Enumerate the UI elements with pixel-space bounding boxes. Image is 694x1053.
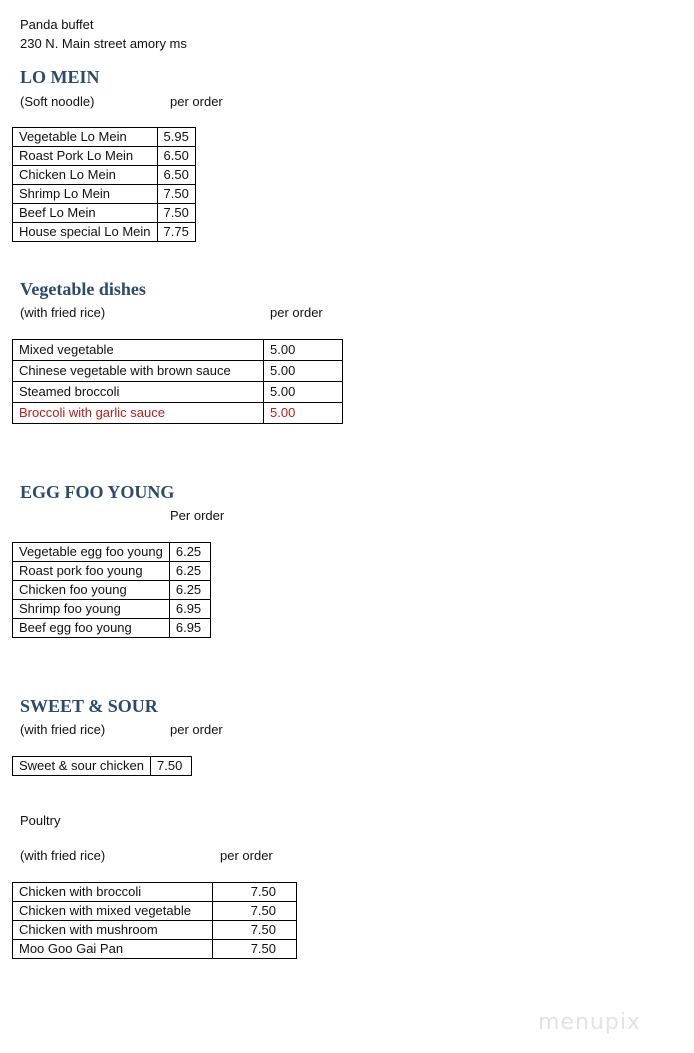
item-price: 5.00: [264, 382, 343, 403]
item-name: Roast pork foo young: [13, 562, 170, 581]
table-row: [13, 403, 343, 424]
item-price: 6.25: [169, 543, 210, 562]
item-name: Chicken with mixed vegetable: [13, 902, 213, 921]
item-name: Roast Pork Lo Mein: [13, 147, 158, 166]
table-row: [13, 940, 297, 959]
poultry-per-order: per order: [220, 848, 273, 863]
item-price: 5.00: [264, 340, 343, 361]
item-name: Vegetable Lo Mein: [13, 128, 158, 147]
item-price: 5.00: [264, 403, 343, 424]
lo-mein-per-order: per order: [170, 94, 223, 109]
poultry-subtitle: (with fried rice): [20, 848, 106, 863]
item-name: Shrimp Lo Mein: [13, 185, 158, 204]
item-price: 7.50: [213, 921, 297, 940]
table-row: [13, 562, 211, 581]
item-name: Steamed broccoli: [13, 382, 264, 403]
lo-mein-heading: LO MEIN: [20, 67, 100, 87]
sweet-sour-table: [12, 756, 192, 776]
poultry-heading: Poultry: [20, 813, 61, 828]
item-price: 5.95: [157, 128, 195, 147]
table-row: [13, 223, 196, 242]
item-name: Chicken with broccoli: [13, 883, 213, 902]
egg-foo-young-per-order: Per order: [170, 508, 225, 523]
restaurant-name: Panda buffet: [20, 17, 94, 32]
table-row: [13, 128, 196, 147]
table-row: [13, 902, 297, 921]
item-name: Vegetable egg foo young: [13, 543, 170, 562]
restaurant-address: 230 N. Main street amory ms: [20, 36, 187, 51]
item-price: 7.75: [157, 223, 195, 242]
vegetable-table: [12, 339, 343, 424]
vegetable-heading: Vegetable dishes: [20, 279, 146, 299]
item-price: 7.50: [213, 883, 297, 902]
item-name: Beef egg foo young: [13, 619, 170, 638]
item-price: 6.25: [169, 562, 210, 581]
item-name: Broccoli with garlic sauce: [13, 403, 264, 424]
item-price: 7.50: [213, 902, 297, 921]
item-price: 6.95: [169, 619, 210, 638]
item-price: 6.50: [157, 166, 195, 185]
vegetable-subtitle: (with fried rice): [20, 305, 106, 320]
item-name: Moo Goo Gai Pan: [13, 940, 213, 959]
item-price: 6.95: [169, 600, 210, 619]
table-row: [13, 166, 196, 185]
table-row: [13, 340, 343, 361]
table-row: [13, 147, 196, 166]
table-row: [13, 361, 343, 382]
item-name: Beef Lo Mein: [13, 204, 158, 223]
item-name: Chicken with mushroom: [13, 921, 213, 940]
item-name: Shrimp foo young: [13, 600, 170, 619]
item-price: 6.50: [157, 147, 195, 166]
item-name: Chinese vegetable with brown sauce: [13, 361, 264, 382]
menupix-watermark: menupix: [538, 1010, 641, 1035]
item-name: House special Lo Mein: [13, 223, 158, 242]
item-price: 5.00: [264, 361, 343, 382]
poultry-table: [12, 882, 297, 959]
item-price: 7.50: [157, 204, 195, 223]
sweet-sour-subtitle: (with fried rice): [20, 722, 106, 737]
table-row: [13, 619, 211, 638]
table-row: [13, 382, 343, 403]
egg-foo-young-table: [12, 542, 211, 638]
table-row: [13, 883, 297, 902]
item-name: Mixed vegetable: [13, 340, 264, 361]
table-row: [13, 185, 196, 204]
item-name: Chicken Lo Mein: [13, 166, 158, 185]
table-row: [13, 600, 211, 619]
sweet-sour-per-order: per order: [170, 722, 223, 737]
item-price: 7.50: [213, 940, 297, 959]
item-price: 7.50: [157, 185, 195, 204]
lo-mein-subtitle: (Soft noodle): [20, 94, 95, 109]
item-price: 6.25: [169, 581, 210, 600]
item-name: Chicken foo young: [13, 581, 170, 600]
item-price: 7.50: [151, 757, 192, 776]
table-row: [13, 543, 211, 562]
vegetable-per-order: per order: [270, 305, 323, 320]
lo-mein-table: [12, 127, 196, 242]
item-name: Sweet & sour chicken: [13, 757, 151, 776]
table-row: [13, 581, 211, 600]
table-row: [13, 204, 196, 223]
table-row: [13, 757, 192, 776]
egg-foo-young-heading: EGG FOO YOUNG: [20, 482, 175, 502]
table-row: [13, 921, 297, 940]
sweet-sour-heading: SWEET & SOUR: [20, 696, 158, 716]
